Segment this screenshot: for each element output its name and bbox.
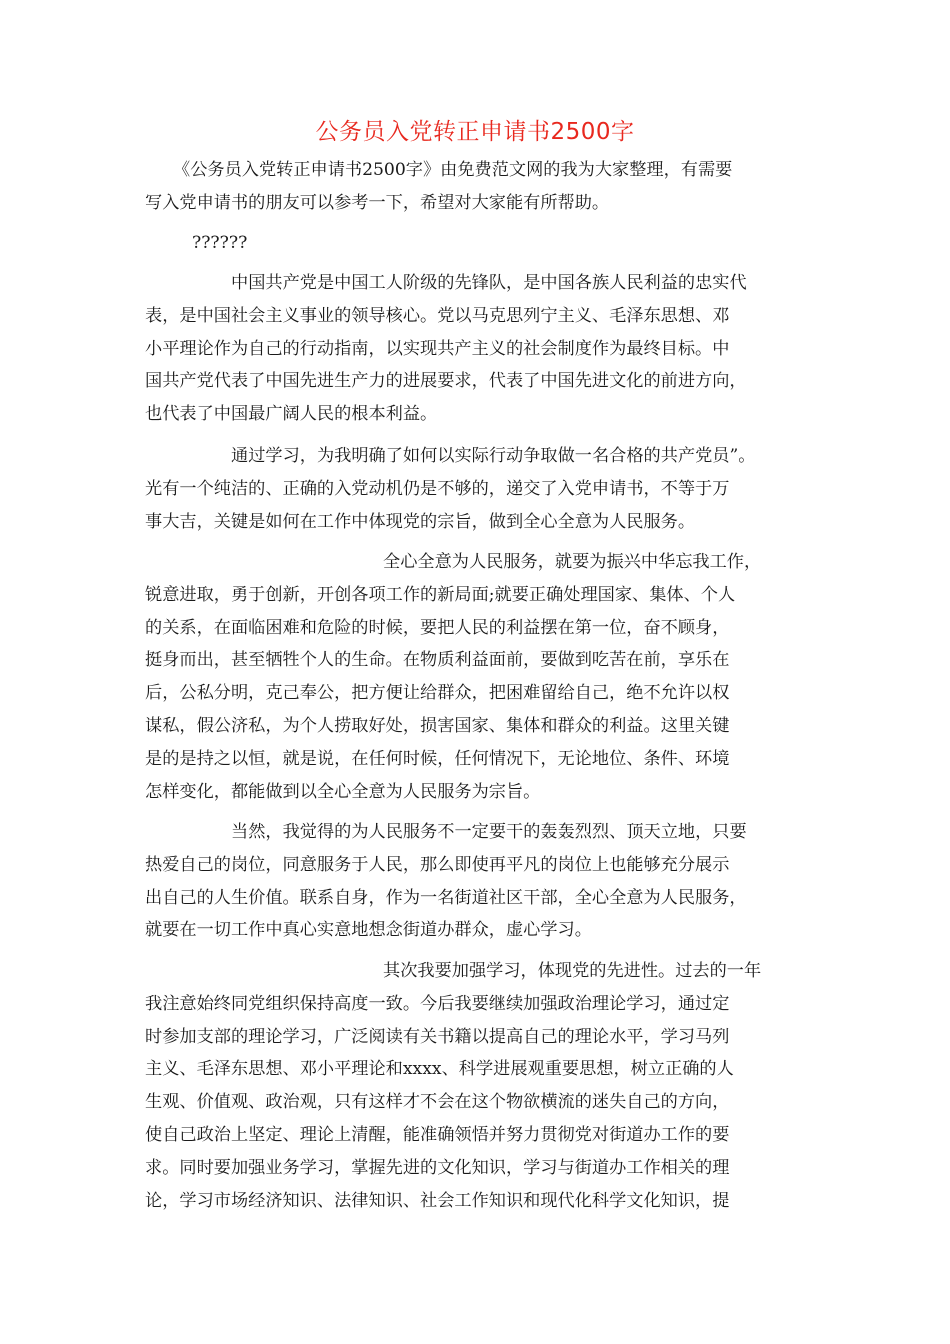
- paragraph-line: 当然，我觉得的为人民服务不一定要干的轰轰烈烈、顶天立地，只要: [231, 822, 747, 842]
- document-title: 公务员入党转正申请书2500字: [315, 119, 635, 145]
- paragraph-line: 就要在一切工作中真心实意地想念街道办群众，虚心学习。: [145, 920, 592, 941]
- paragraph-line: 是的是持之以恒，就是说，在任何时候，任何情况下，无论地位、条件、环境: [145, 748, 730, 769]
- paragraph-line: 通过学习，为我明确了如何以实际行动争取做一名合格的共产党员”。: [231, 446, 756, 466]
- paragraph-line: 表，是中国社会主义事业的领导核心。党以马克思列宁主义、毛泽东思想、邓: [145, 305, 730, 326]
- paragraph-line: 使自己政治上坚定、理论上清醒，能准确领悟并努力贯彻党对街道办工作的要: [145, 1124, 730, 1145]
- paragraph-line: 全心全意为人民服务，就要为振兴中华忘我工作，: [383, 552, 762, 572]
- paragraph-line: 挺身而出，甚至牺牲个人的生命。在物质利益面前，要做到吃苦在前，享乐在: [145, 650, 730, 671]
- paragraph-line: 《公务员入党转正申请书2500字》由免费范文网的我为大家整理，有需要: [173, 160, 733, 180]
- paragraph-line: 我注意始终同党组织保持高度一致。今后我要继续加强政治理论学习，通过定: [145, 993, 730, 1014]
- paragraph-line: 其次我要加强学习，体现党的先进性。过去的一年: [383, 961, 762, 981]
- paragraph-line: 谋私，假公济私，为个人捞取好处，损害国家、集体和群众的利益。这里关键: [145, 715, 730, 736]
- paragraph-line: 生观、价值观、政治观，只有这样才不会在这个物欲横流的迷失自己的方向，: [145, 1092, 730, 1113]
- paragraph-1: [145, 267, 810, 431]
- paragraph-line: ??????: [192, 233, 248, 253]
- paragraph-line: 中国共产党是中国工人阶级的先锋队，是中国各族人民利益的忠实代: [231, 273, 747, 293]
- paragraph-5: [145, 955, 810, 1217]
- paragraph-line: 小平理论作为自己的行动指南，以实现共产主义的社会制度作为最终目标。中: [145, 338, 730, 359]
- paragraph-line: 锐意进取，勇于创新，开创各项工作的新局面;就要正确处理国家、集体、个人: [145, 584, 736, 605]
- paragraph-line: 时参加支部的理论学习，广泛阅读有关书籍以提高自己的理论水平，学习马列: [145, 1026, 730, 1047]
- paragraph-line: 怎样变化，都能做到以全心全意为人民服务为宗旨。: [145, 781, 541, 802]
- paragraph-line: 也代表了中国最广阔人民的根本利益。: [145, 404, 438, 425]
- paragraph-line: 事大吉，关键是如何在工作中体现党的宗旨，做到全心全意为人民服务。: [145, 511, 696, 532]
- paragraph-2: [145, 440, 810, 538]
- paragraph-line: 国共产党代表了中国先进生产力的进展要求，代表了中国先进文化的前进方向，: [145, 371, 747, 392]
- paragraph-line: 求。同时要加强业务学习，掌握先进的文化知识，学习与街道办工作相关的理: [145, 1157, 730, 1178]
- paragraph-line: 热爱自己的岗位，同意服务于人民，那么即使再平凡的岗位上也能够充分展示: [145, 854, 730, 875]
- paragraph-4: [145, 816, 810, 947]
- paragraph-line: 写入党申请书的朋友可以参考一下，希望对大家能有所帮助。: [145, 192, 610, 213]
- paragraph-line: 后，公私分明，克己奉公，把方便让给群众，把困难留给自己，绝不允许以权: [145, 683, 730, 704]
- paragraph-3: [145, 546, 810, 808]
- paragraph-line: 论，学习市场经济知识、法律知识、社会工作知识和现代化科学文化知识，提: [145, 1190, 730, 1211]
- paragraph-line: 出自己的人生价值。联系自身，作为一名街道社区干部，全心全意为人民服务，: [145, 887, 747, 908]
- paragraph-line: 主义、毛泽东思想、邓小平理论和xxxx、科学进展观重要思想，树立正确的人: [145, 1059, 734, 1080]
- paragraph-line: 光有一个纯洁的、正确的入党动机仍是不够的，递交了入党申请书，不等于万: [145, 478, 730, 499]
- paragraph-intro: [145, 154, 810, 220]
- paragraph-line: 的关系，在面临困难和危险的时候，要把人民的利益摆在第一位，奋不顾身，: [145, 617, 730, 638]
- paragraph-placeholder: [145, 227, 810, 260]
